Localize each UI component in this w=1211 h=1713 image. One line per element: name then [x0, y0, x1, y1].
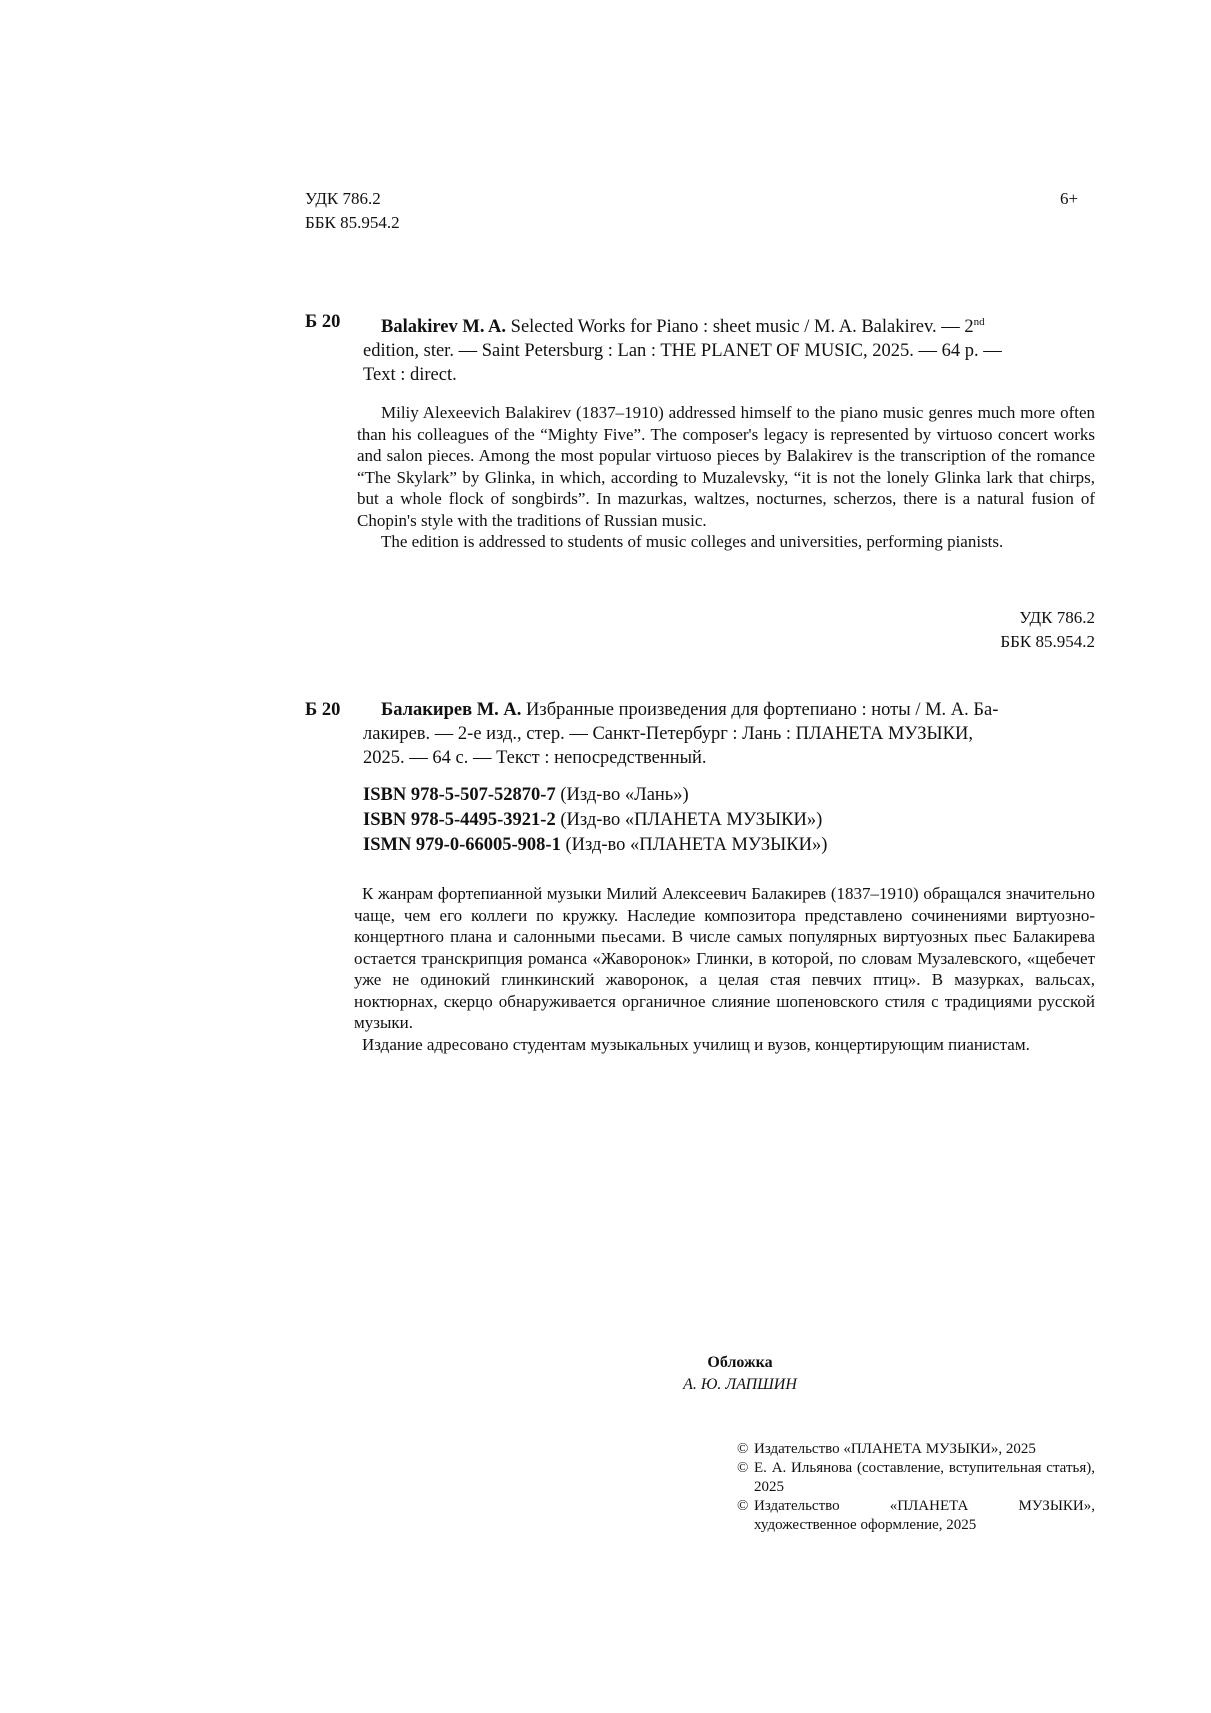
classification-right — [900, 606, 1095, 654]
annotation-en — [357, 402, 1095, 553]
annotation-paragraph: The edition is addressed to students of music colleges and universities, performing pianists. — [381, 532, 1004, 551]
bibliographic-entry-en — [305, 310, 1095, 387]
bibliographic-entry-ru — [305, 698, 1095, 770]
cover-credit — [640, 1352, 840, 1396]
title-line: Selected Works for Piano : sheet music / M. A. Balakirev. — 2 — [510, 317, 974, 338]
imprint-line: edition, ster. — Saint Petersburg : Lan : THE PLANET OF MUSIC, 2025. — 64 p. — — [363, 341, 1002, 362]
ismn-label: ISMN 979-0-66005-908-1 — [363, 835, 561, 855]
copyright-text: Е. А. Ильянова (составление, вступительная статья), 2025 — [754, 1460, 1095, 1495]
copyright-line — [737, 1497, 1095, 1535]
imprint-line: лакирев. — 2-е изд., стер. — Санкт-Петербург : Лань : ПЛАНЕТА МУЗЫКИ, — [363, 724, 973, 744]
annotation-paragraph: Miliy Alexeevich Balakirev (1837–1910) addressed himself to the piano music genres much more often than his colleagues of the “Mighty Five”. The composer's legacy is represented by virtuoso concert works and salon pieces. Among the most popular virtuoso pieces by Balakirev is the transcription of the romance “The Skylark” by Glinka, in which, according to Muzalevsky, “it is not the lonely Glinka lark that chirps, but a whole flock of songbirds”. In mazurkas, waltzes, nocturnes, scherzos, there is a natural fusion of Chopin's style with the traditions of Russian music. — [357, 403, 1095, 530]
cover-title: Обложка — [707, 1354, 773, 1371]
udc-bbk-header — [305, 187, 400, 235]
edition-superscript: nd — [973, 316, 985, 328]
publisher-note: (Изд-во «ПЛАНЕТА МУЗЫКИ») — [565, 835, 828, 855]
annotation-ru — [354, 883, 1095, 1055]
bbk-code: ББК 85.954.2 — [305, 213, 400, 232]
content-type-line: 2025. — 64 с. — Текст : непосредственный. — [363, 748, 707, 768]
author-mark: Б 20 — [305, 700, 341, 720]
publisher-note: (Изд-во «Лань») — [560, 785, 689, 805]
identifier-row — [363, 833, 827, 858]
cover-designer: А. Ю. ЛАПШИН — [683, 1376, 797, 1393]
identifier-row — [363, 783, 827, 808]
copyright-block — [737, 1440, 1095, 1535]
author-name: Балакирев М. А. — [381, 700, 522, 720]
identifier-row — [363, 808, 827, 833]
udc-code: УДК 786.2 — [1019, 608, 1095, 627]
identifiers-block — [363, 783, 827, 858]
isbn-label: ISBN 978-5-4495-3921-2 — [363, 810, 556, 830]
copyright-text: Издательство «ПЛАНЕТА МУЗЫКИ», художественное оформление, 2025 — [754, 1498, 1095, 1533]
age-rating: 6+ — [1060, 189, 1079, 208]
content-type-line: Text : direct. — [363, 365, 457, 386]
annotation-paragraph: К жанрам фортепианной музыки Милий Алексеевич Балакирев (1837–1910) обращался значительно чаще, чем его коллеги по кружку. Наследие композитора представлено сочинениями виртуозно-концертного плана и салонными пьесами. В числе самых популярных виртуозных пьес Балакирева остается транскрипция романса «Жаворонок» Глинки, в которой, по словам Музалевского, «щебечет уже не одинокий глинкинский жаворонок, а целая стая певчих птиц». В мазурках, вальсах, ноктюрнах, скерцо обнаруживается органичное слияние шопеновского стиля с традициями русской музыки. — [354, 884, 1095, 1032]
publisher-note: (Изд-во «ПЛАНЕТА МУЗЫКИ») — [560, 810, 823, 830]
udc-code: УДК 786.2 — [305, 189, 381, 208]
author-mark: Б 20 — [305, 312, 341, 332]
copyright-icon: © — [737, 1460, 749, 1476]
annotation-paragraph: Издание адресовано студентам музыкальных училищ и вузов, концертирующим пианистам. — [362, 1034, 1030, 1054]
copyright-icon: © — [737, 1441, 749, 1457]
bbk-code: ББК 85.954.2 — [1000, 632, 1095, 651]
title-line: Избранные произведения для фортепиано : ноты / М. А. Ба- — [526, 700, 999, 720]
copyright-text: Издательство «ПЛАНЕТА МУЗЫКИ», 2025 — [754, 1441, 1036, 1457]
author-name: Balakirev M. A. — [381, 317, 507, 338]
copyright-line — [737, 1440, 1095, 1459]
copyright-line — [737, 1459, 1095, 1497]
isbn-label: ISBN 978-5-507-52870-7 — [363, 785, 556, 805]
copyright-icon: © — [737, 1498, 749, 1514]
